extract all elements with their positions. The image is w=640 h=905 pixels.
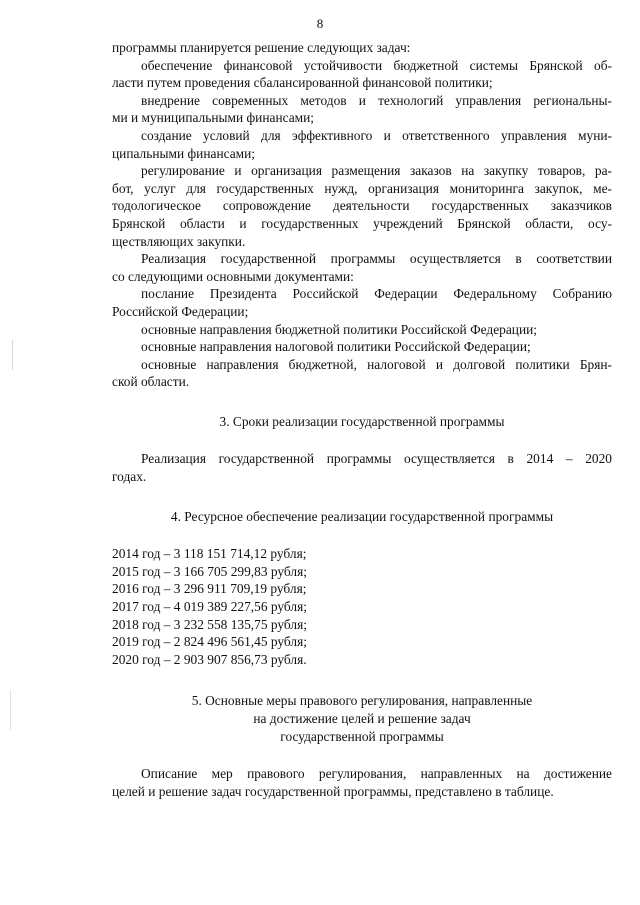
section-3-title: 3. Сроки реализации государственной программы [219, 413, 505, 429]
task-line: ществляющих закупки. [112, 233, 246, 249]
section-4-title: 4. Ресурсное обеспечение реализации государственной программы [170, 508, 554, 524]
scan-artifact-line [10, 690, 11, 730]
funding-line: 2015 год – 3 166 705 299,83 рубля; [112, 563, 307, 579]
document-line: ской области. [112, 374, 190, 390]
funding-line: 2017 год – 4 019 389 227,56 рубля; [112, 599, 307, 615]
task-line: ласти путем проведения сбалансированной финансовой политики; [112, 75, 493, 91]
document-line: основные направления бюджетной политики Российской Федерации; [141, 321, 538, 337]
document-line: основные направления налоговой политики Российской Федерации; [141, 339, 531, 355]
funding-line: 2019 год – 2 824 496 561,45 рубля; [112, 634, 307, 650]
section-5-title-line: государственной программы [280, 728, 444, 744]
task-line: бот, услуг для государственных нужд, организация мониторинга закупок, ме- [112, 180, 612, 196]
document-line: послание Президента Российской Федерации Федеральному Собранию [141, 286, 612, 302]
section-5-title [112, 692, 612, 745]
task-line: создание условий для эффективного и ответственного управления муни- [141, 127, 612, 143]
document-body [112, 39, 612, 800]
documents-lead: Реализация государственной программы осуществляется в соответствии [141, 251, 612, 267]
task-line: обеспечение финансовой устойчивости бюджетной системы Брянской об- [141, 57, 612, 73]
intro-lead: программы планируется решение следующих задач: [112, 40, 411, 55]
page-number: 8 [316, 16, 324, 31]
task-line: тодологическое сопровождение деятельности государственных заказчиков [112, 198, 612, 214]
document-line: Российской Федерации; [112, 303, 249, 319]
funding-list [112, 545, 612, 668]
task-line: внедрение современных методов и технологий управления региональны- [141, 92, 612, 108]
scan-artifact-line [12, 340, 13, 370]
task-line: регулирование и организация размещения заказов на закупку товаров, ра- [141, 163, 612, 179]
task-line: Брянской области и государственных учреждений Брянской области, осу- [112, 215, 612, 231]
funding-line: 2016 год – 3 296 911 709,19 рубля; [112, 581, 307, 597]
section-5-text: Описание мер правового регулирования, направленных на достижение [141, 766, 612, 782]
task-line: ми и муниципальными финансами; [112, 110, 315, 126]
section-5-text: целей и решение задач государственной программы, представлено в таблице. [112, 783, 554, 799]
funding-line: 2020 год – 2 903 907 856,73 рубля. [112, 651, 307, 667]
section-3-text: годах. [112, 469, 147, 485]
funding-line: 2018 год – 3 232 558 135,75 рубля; [112, 616, 307, 632]
section-3-text: Реализация государственной программы осуществляется в 2014 – 2020 [141, 451, 612, 467]
task-line: ципальными финансами; [112, 145, 256, 161]
funding-line: 2014 год – 3 118 151 714,12 рубля; [112, 546, 307, 562]
document-line: основные направления бюджетной, налоговой и долговой политики Брян- [141, 356, 612, 372]
section-5-title-line: на достижение целей и решение задач [253, 711, 471, 726]
documents-lead: со следующими основными документами: [112, 268, 354, 284]
section-5-title-line: 5. Основные меры правового регулирования, направленные [191, 693, 533, 709]
